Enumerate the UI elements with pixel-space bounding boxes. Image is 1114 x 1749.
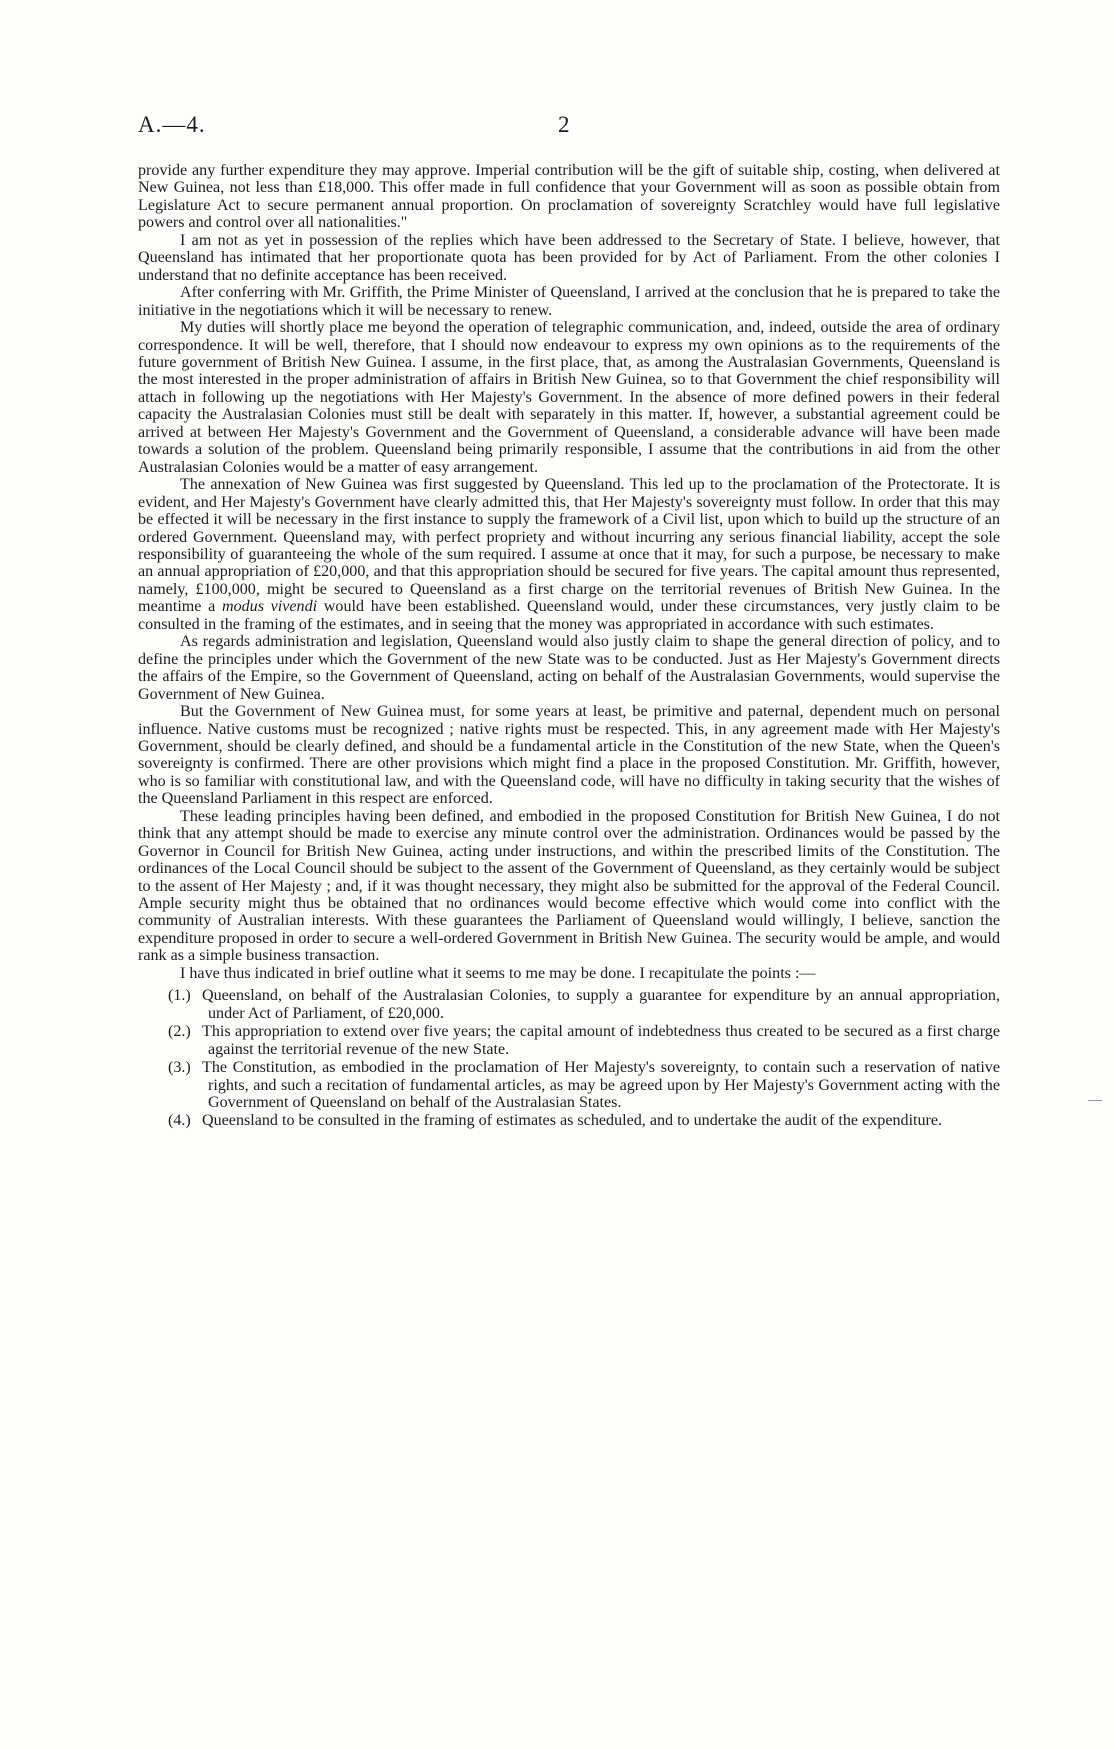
document-reference: A.—4. <box>138 112 206 137</box>
paragraph-recapitulate: I have thus indicated in brief outline what it seems to me may be done. I recapitulate the points :— <box>180 964 816 982</box>
margin-mark <box>1088 1100 1102 1101</box>
point-text: This appropriation to extend over five years; the capital amount of indebtedness thus created to be secured as a first charge against the territorial revenue of the new State. <box>202 1023 1000 1058</box>
point-text: Queensland, on behalf of the Australasian Colonies, to supply a guarantee for expenditure by an annual appropriation, under Act of Parliament, of £20,000. <box>202 987 1000 1022</box>
page-header <box>138 112 1000 146</box>
list-item <box>138 987 1000 1022</box>
page-number: 2 <box>558 112 570 137</box>
point-text: The Constitution, as embodied in the proclamation of Her Majesty's sovereignty, to contain such a reservation of native rights, and such a recitation of fundamental articles, as may be agreed upon by Her Majesty's Government acting with the Government of Queensland on behalf of the Australasian States. <box>202 1059 1000 1112</box>
recapitulation-list <box>138 987 1000 1130</box>
annexation-text-before: The annexation of New Guinea was first suggested by Queensland. This led up to the proclamation of the Protectorate. It is evident, and Her Majesty's Government have clearly admitted this, that Her Majesty's sovereignty must follow. In order that this may be effected it will be necessary in the first instance to supply the framework of a Civil list, upon which to build up the structure of an ordered Government. Queensland may, with perfect propriety and without incurring any serious financial liability, accept the sole responsibility of guaranteeing the whole of the sum required. I assume at once that it may, for such a purpose, be necessary to make an annual appropriation of £20,000, and that this appropriation should be secured for five years. The capital amount thus represented, namely, £100,000, might be secured to Queensland as a first charge on the territorial revenues of British New Guinea. In the meantime a <box>138 476 1000 616</box>
point-number: (2.) <box>168 1023 191 1041</box>
list-item <box>138 1023 1000 1058</box>
point-number: (3.) <box>168 1059 191 1077</box>
paragraph-principles: These leading principles having been defined, and embodied in the proposed Constitution for British New Guinea, I do not think that any attempt should be made to exercise any minute control over the administration. Ordinances would be passed by the Governor in Council for British New Guinea, acting under instructions, and within the prescribed limits of the Constitution. The ordinances of the Local Council should be subject to the assent of the Government of Queensland, as they certainly would be subject to the assent of Her Majesty ; and, if it was thought necessary, they might also be submitted for the approval of the Federal Council. Ample security might thus be obtained that no ordinances would become effective which would come into conflict with the community of Australian interests. With these guarantees the Parliament of Queensland would willingly, I believe, sanction the expenditure proposed in order to secure a well-ordered Government in British New Guinea. The security would be ample, and would rank as a simple business transaction. <box>138 807 1000 965</box>
modus-vivendi-italic: modus vivendi <box>221 598 318 616</box>
paragraph-annexation <box>138 476 1000 633</box>
paragraph-native-rights: But the Government of New Guinea must, for some years at least, be primitive and paternal, dependent much on personal influence. Native customs must be recognized ; native rights must be respected. This, in any agreement made with Her Majesty's Government, should be clearly defined, and should be a fundamental article in the Constitution of the new State, when the Queen's sovereignty is confirmed. There are other provisions which might find a place in the proposed Constitution. Mr. Griffith, however, who is so familiar with constitutional law, and with the Queensland code, will have no difficulty in taking security that the wishes of the Queensland Parliament in this respect are enforced. <box>138 703 1000 808</box>
paragraph-griffith: After conferring with Mr. Griffith, the Prime Minister of Queensland, I arrived at the conclusion that he is prepared to take the initiative in the negotiations which it will be necessary to renew. <box>138 284 1000 319</box>
paragraph-administration: As regards administration and legislation, Queensland would also justly claim to shape the general direction of policy, and to define the principles under which the Government of the new State was to be conducted. Just as Her Majesty's Government directs the affairs of the Empire, so the Government of Queensland, acting on behalf of the Australasian Governments, would supervise the Government of New Guinea. <box>138 633 1000 703</box>
list-item <box>138 1112 1000 1129</box>
annexation-text-after: would have been established. Queensland would, under these circumstances, very justly claim to be consulted in the framing of the estimates, and in seeing that the money was appropriated in accordance with such estimates. <box>138 598 1000 633</box>
list-item <box>138 1059 1000 1111</box>
paragraph-continued: provide any further expenditure they may approve. Imperial contribution will be the gift of suitable ship, costing, when delivered at New Guinea, not less than £18,000. This offer made in full confidence that your Government will as soon as possible obtain from Legislature Act to secure permanent annual proportion. On proclamation of sovereignty Scratchley would have full legislative powers and control over all nationalities." <box>138 162 1000 232</box>
paragraph-replies: I am not as yet in possession of the replies which have been addressed to the Secretary of State. I believe, however, that Queensland has intimated that her proportionate quota has been provided for by Act of Parliament. From the other colonies I understand that no definite acceptance has been received. <box>138 231 1000 284</box>
point-number: (1.) <box>168 987 191 1005</box>
point-text: Queensland to be consulted in the framing of estimates as scheduled, and to undertake the audit of the expenditure. <box>202 1112 943 1130</box>
paragraph-duties: My duties will shortly place me beyond the operation of telegraphic communication, and, indeed, outside the area of ordinary correspondence. It will be well, therefore, that I should now endeavour to express my own opinions as to the requirements of the future government of British New Guinea. I assume, in the first place, that, as among the Australasian Governments, Queensland is the most interested in the proper administration of affairs in British New Guinea, so to that Government the chief responsibility will attach in following up the negotiations with Her Majesty's Government. In the absence of more defined powers in their federal capacity the Australasian Colonies must still be dealt with separately in this matter. If, however, a substantial agreement could be arrived at between Her Majesty's Government and the Government of Queensland, a considerable advance will have been made towards a solution of the problem. Queensland being primarily responsible, I assume that the contributions in aid from the other Australasian Colonies would be a matter of easy arrangement. <box>138 319 1000 476</box>
point-number: (4.) <box>168 1112 191 1130</box>
document-body <box>138 162 1000 1131</box>
